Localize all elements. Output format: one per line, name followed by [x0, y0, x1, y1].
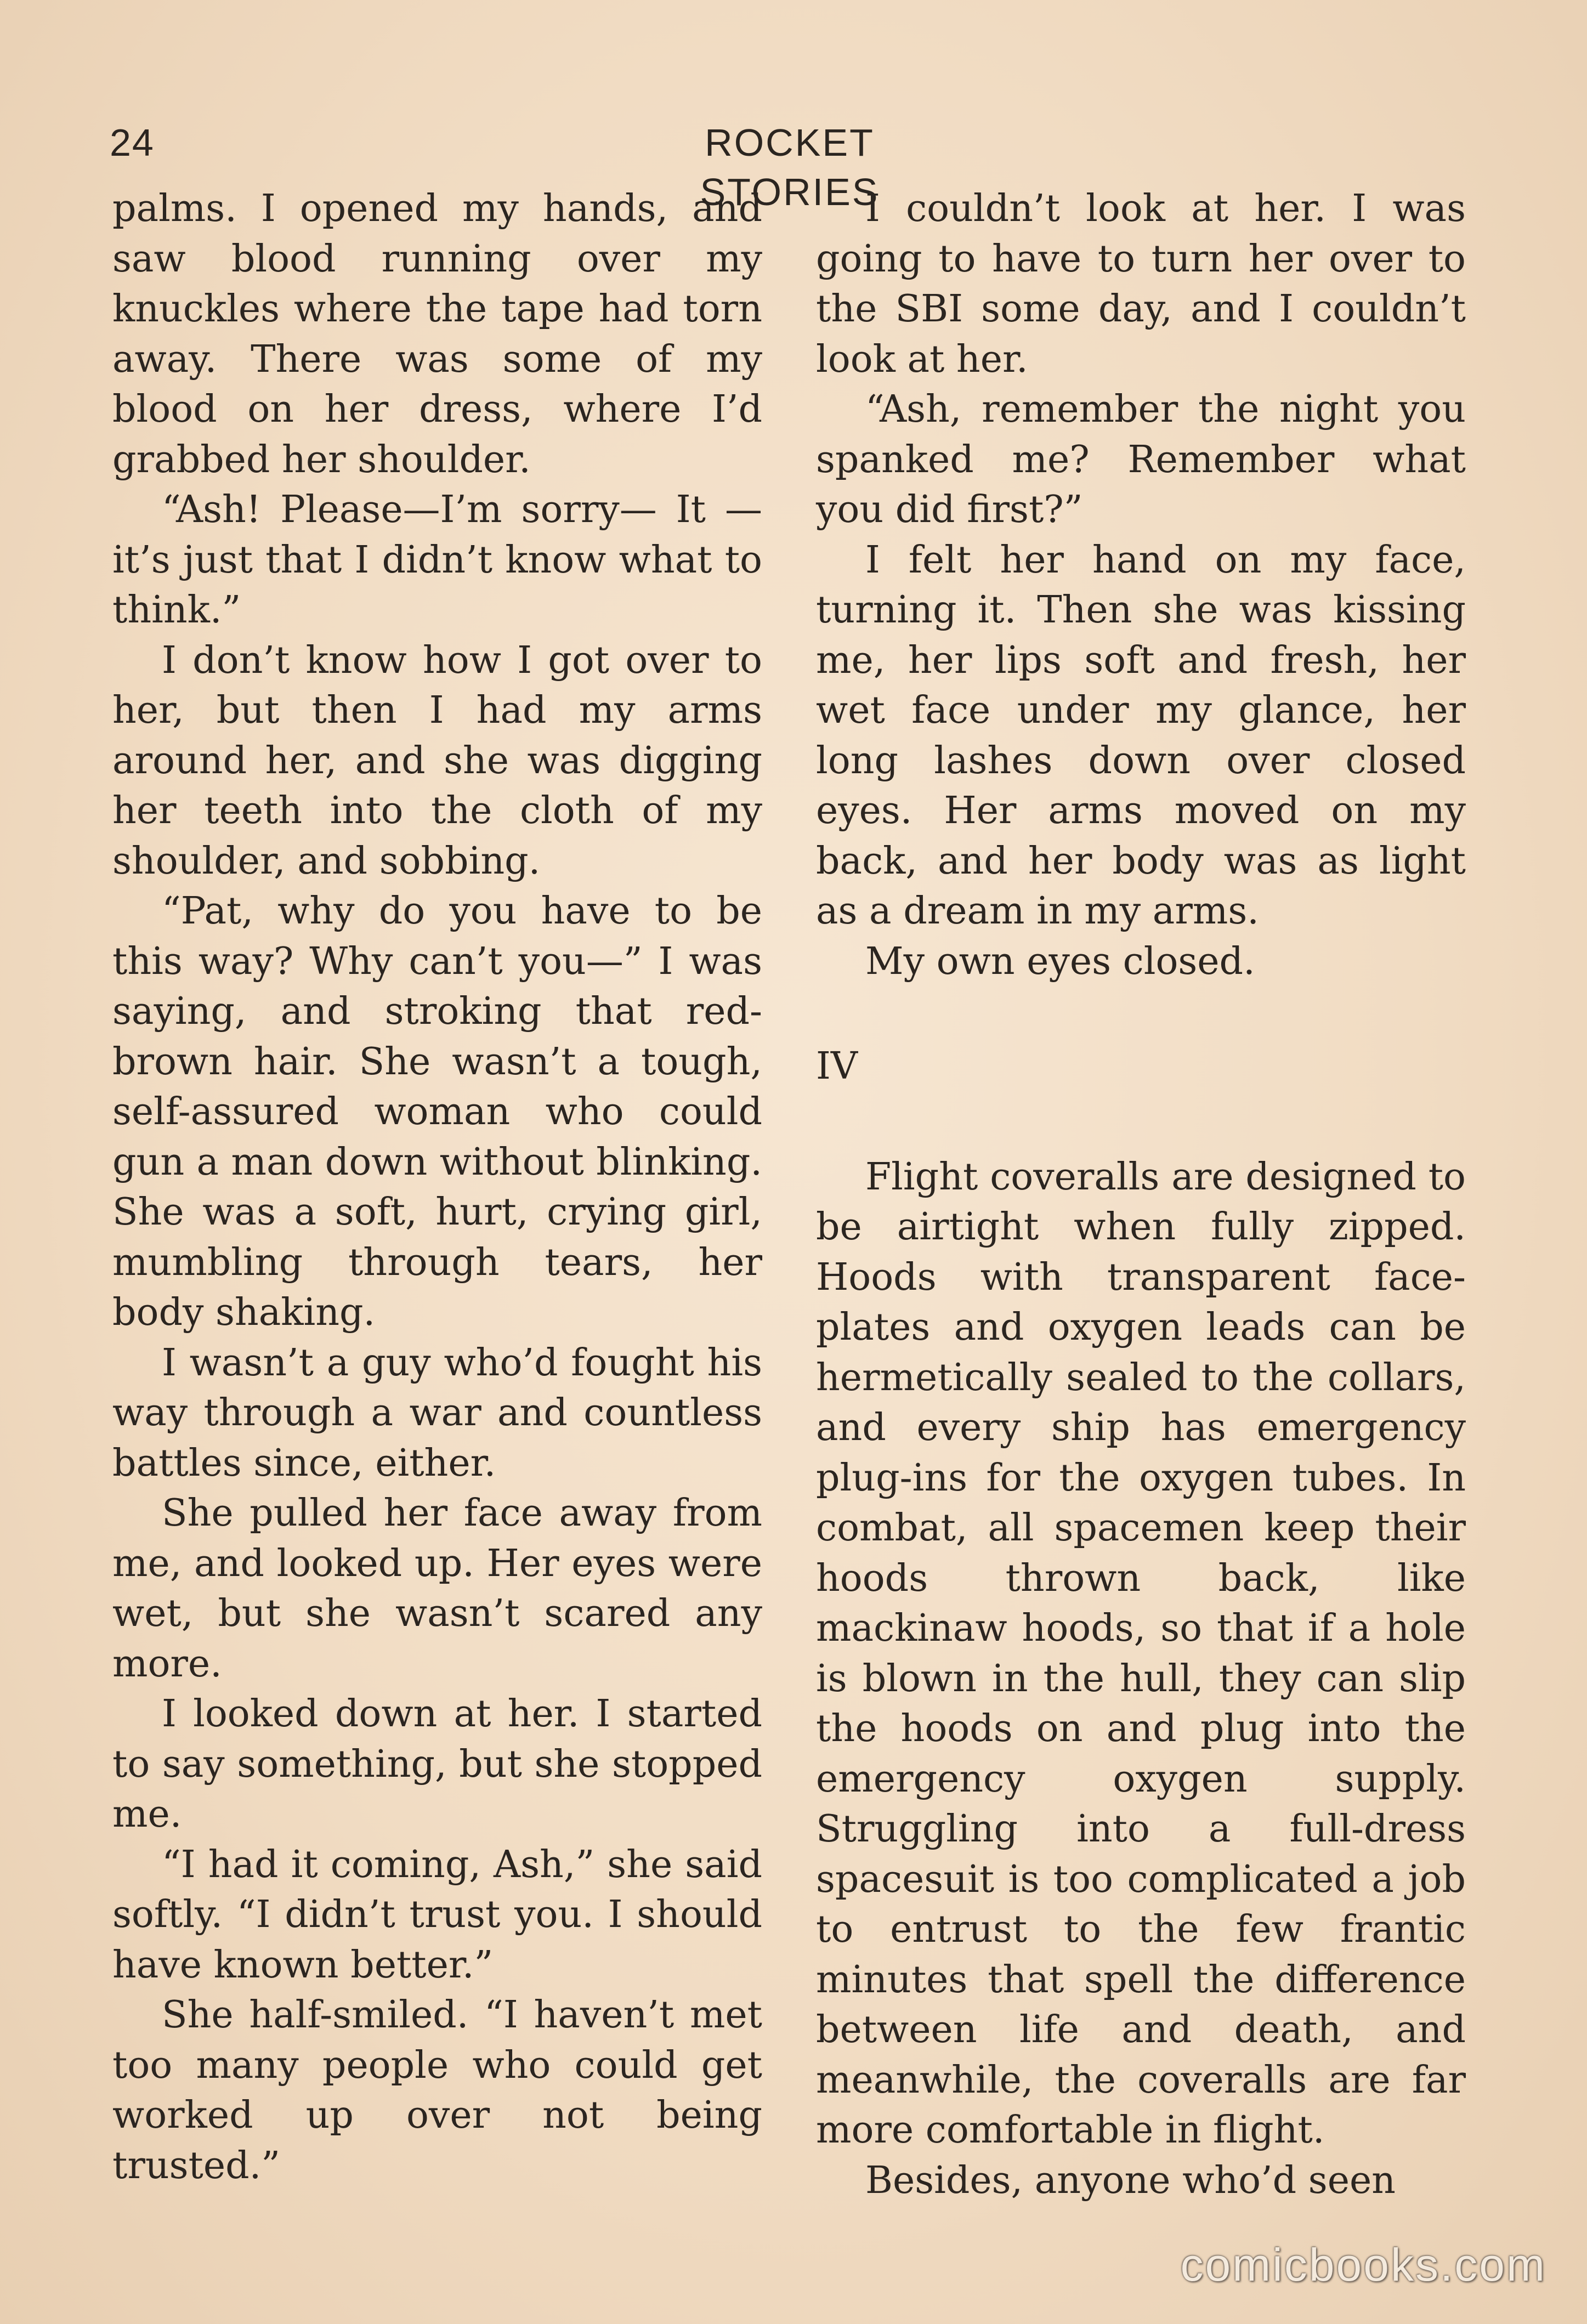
paragraph: “I had it coming, Ash,” she said softly. “I didn’t trust you. I should have known better.”: [112, 1843, 762, 1987]
paragraph: She pulled her face away from me, and looked up. Her eyes were wet, but she wasn’t scared any more.: [112, 1492, 762, 1686]
paragraph: palms. I opened my hands, and saw blood running over my knuckles where the tape had torn away. There was some of my blood on her dress, where I’d grabbed her shoulder.: [112, 187, 762, 481]
paragraph: “Ash! Please—I’m sorry— It —it’s just that I didn’t know what to think.”: [112, 488, 762, 632]
paragraph: I don’t know how I got over to her, but then I had my arms around her, and she was digging her teeth into the cloth of my shoulder, and sobbing.: [112, 638, 762, 883]
page-number: 24: [110, 121, 155, 164]
paragraph: “Ash, remember the night you spanked me? Remember what you did first?”: [816, 388, 1466, 531]
paragraph: My own eyes closed.: [865, 939, 1255, 983]
page-header: [0, 118, 1587, 213]
paragraph: She half-smiled. “I haven’t met too many people who could get worked up over not being trusted.”: [112, 1993, 762, 2187]
paragraph: I couldn’t look at her. I was going to have to turn her over to the SBI some day, and I couldn’t look at her.: [816, 187, 1466, 381]
paragraph: I felt her hand on my face, turning it. Then she was kissing me, her lips soft and fresh, her wet face under my glance, her long lashes down over closed eyes. Her arms moved on my back, and her body was as light as a dream in my arms.: [816, 538, 1466, 933]
running-head: ROCKET STORIES: [700, 121, 880, 213]
paragraph: “Pat, why do you have to be this way? Why can’t you—” I was saying, and stroking that red-brown hair. She wasn’t a tough, self-assured woman who could gun a man down without blinking. She was a soft, hurt, crying girl, mumbling through tears, her body shaking.: [112, 889, 762, 1334]
watermark: comicbooks.com: [1180, 2239, 1546, 2291]
section-numeral: IV: [816, 1045, 858, 1088]
paragraph: Flight coveralls are designed to be airtight when fully zipped. Hoods with transparent face-plates and oxygen leads can be hermetically sealed to the collars, and every ship has emergency plug-ins for the oxygen tubes. In combat, all spacemen keep their hoods thrown back, like mackinaw hoods, so that if a hole is blown in the hull, they can slip the hoods on and plug into the emergency oxygen supply. Struggling into a full-dress spacesuit is too complicated a job to entrust to the few frantic minutes that spell the difference between life and death, and meanwhile, the coveralls are far more comfortable in flight.: [816, 1155, 1466, 2152]
left-column: [112, 184, 762, 2191]
paragraph: I wasn’t a guy who’d fought his way through a war and countless battles since, either.: [112, 1341, 762, 1485]
paragraph: Besides, anyone who’d seen: [865, 2158, 1396, 2202]
paragraph: I looked down at her. I started to say something, but she stopped me.: [112, 1692, 762, 1836]
right-column: [816, 184, 1466, 2206]
